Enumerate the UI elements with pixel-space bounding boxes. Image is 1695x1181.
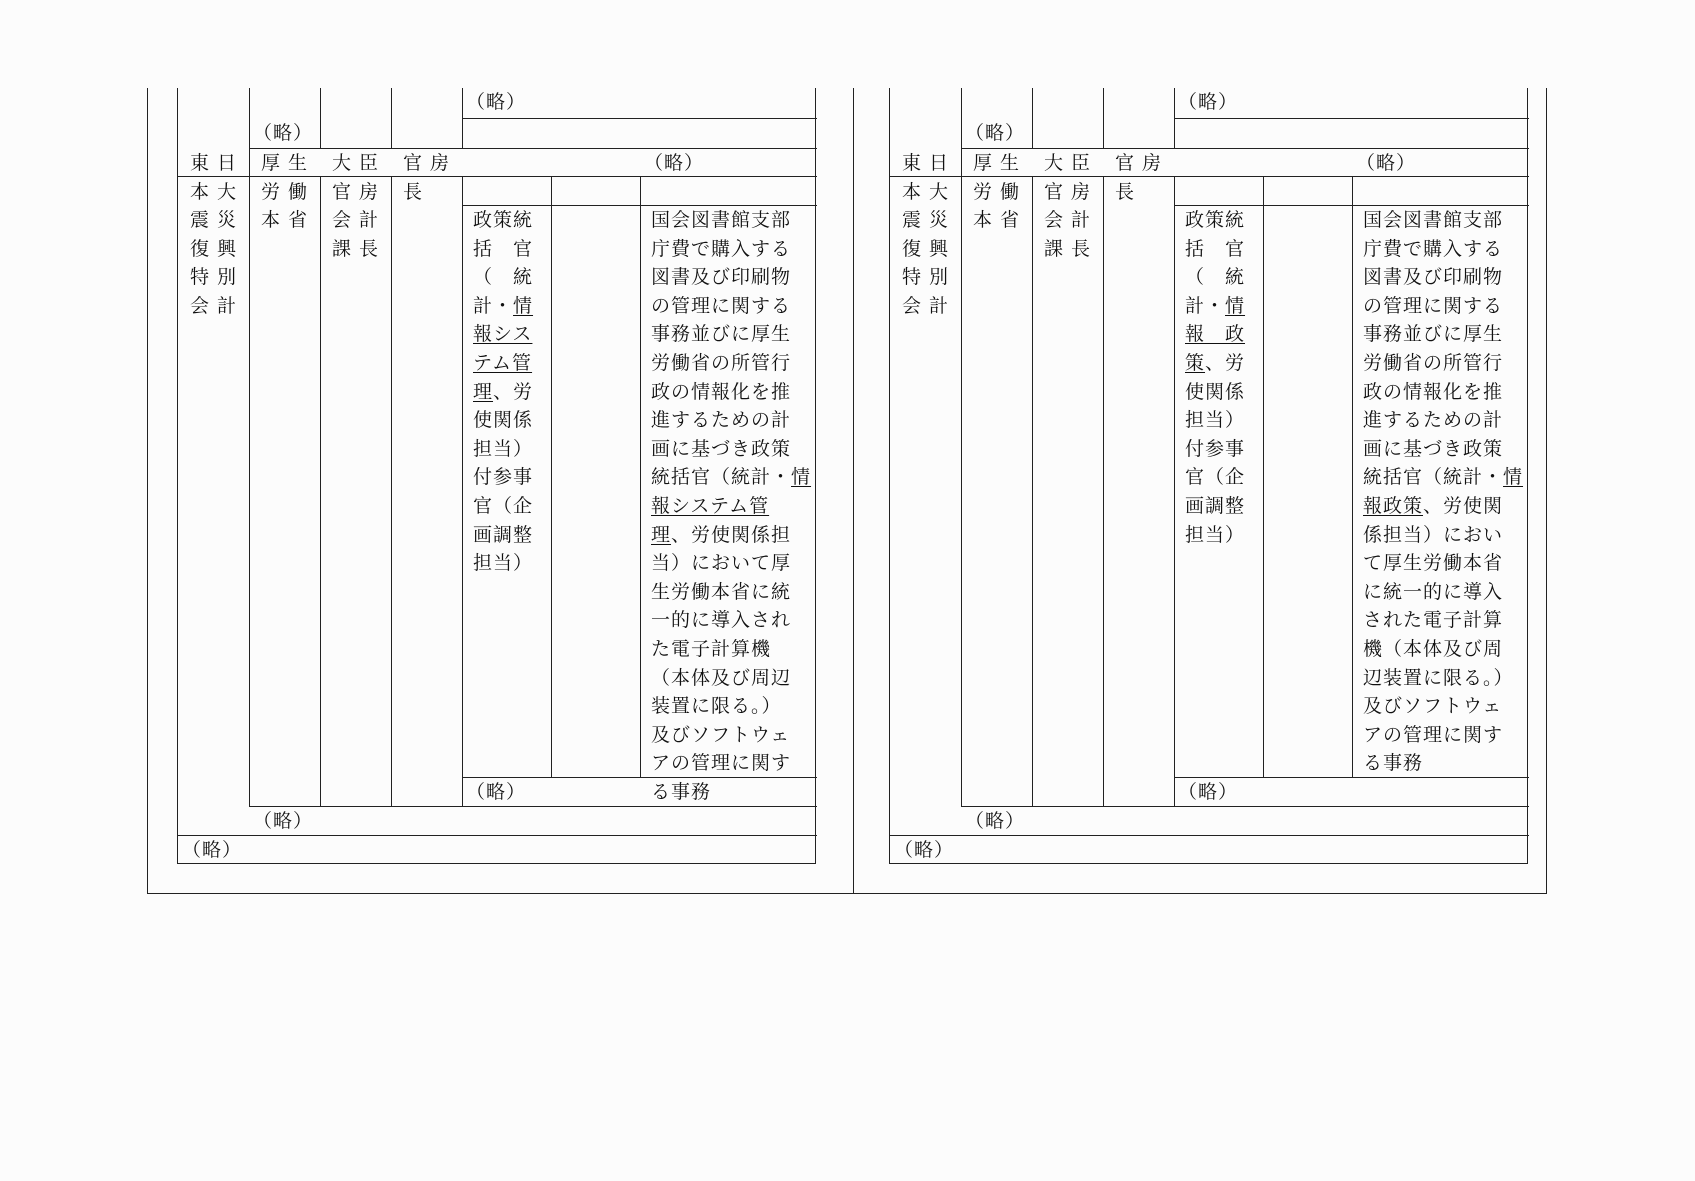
line-text: 進するための計 <box>651 409 792 432</box>
amended-text: 報政策 <box>1363 494 1424 517</box>
line-text: アの管理に関す <box>651 752 792 775</box>
col-rule <box>1174 88 1175 148</box>
ministry-cell-line: 労働 <box>261 180 316 203</box>
line-text: 官（企 <box>473 494 534 517</box>
account-cell-line: 東日 <box>190 152 245 174</box>
line-text: る事務 <box>651 780 712 803</box>
col-rule <box>551 176 552 777</box>
officer-cell-line <box>1185 349 1245 378</box>
line-text: の管理に関する <box>651 294 792 317</box>
line-text: 計・ <box>1185 294 1226 317</box>
ministry-cell-line: 厚生 <box>261 152 316 174</box>
col-rule <box>1352 176 1353 777</box>
omitted-marker: （略） <box>466 91 527 113</box>
scope-cell-line <box>1363 521 1523 550</box>
chief-cell-line: 官房 <box>1115 152 1170 174</box>
col-rule <box>1174 176 1175 806</box>
amended-text: 報システム管 <box>651 494 770 517</box>
official-cell-line: 会計 <box>332 209 387 232</box>
scope-cell <box>1363 206 1523 778</box>
line-text: 政策統 <box>473 209 534 231</box>
amended-text: 報シス <box>473 323 533 346</box>
line-text: 図書及び印刷物 <box>651 266 792 289</box>
official-cell-line: 大臣 <box>332 152 387 174</box>
officer-cell-line <box>1185 292 1245 321</box>
line-text: 国会図書館支部 <box>1363 209 1504 231</box>
scope-cell-line <box>1363 578 1523 607</box>
official-cell-line: 課長 <box>1044 237 1099 260</box>
officer-cell-line <box>1185 263 1245 292</box>
officer-cell-line <box>1185 435 1245 464</box>
scope-cell-line <box>1363 635 1523 664</box>
col-rule <box>1263 176 1264 777</box>
line-text: 統括官（統計・ <box>651 466 792 489</box>
officer-cell-line <box>1185 521 1245 550</box>
amended-text: テム管 <box>473 351 533 374</box>
row-rule <box>961 806 1529 807</box>
scope-cell-line <box>1363 549 1523 578</box>
scope-cell-line <box>651 635 811 664</box>
omitted-marker: （略） <box>965 122 1026 144</box>
account-cell <box>902 149 956 321</box>
chief-cell <box>403 149 457 206</box>
official-cell-line: 官房 <box>1044 180 1099 203</box>
amended-text: 報 政 <box>1185 323 1246 346</box>
chief-cell-line: 長 <box>1115 180 1143 203</box>
line-text: 労働省の所管行 <box>1363 351 1504 374</box>
officer-cell-line <box>473 292 533 321</box>
chief-cell-line: 官房 <box>403 152 458 174</box>
official-cell <box>1044 149 1098 263</box>
col-rule <box>640 176 641 777</box>
omitted-marker: （略） <box>466 781 527 803</box>
scope-cell-line <box>1363 463 1523 492</box>
line-text: 付参事 <box>473 466 534 489</box>
officer-cell <box>1185 206 1245 549</box>
scope-cell-line <box>651 578 811 607</box>
account-cell-line: 会計 <box>902 294 957 317</box>
line-text: 当）において厚 <box>651 552 792 575</box>
ministry-cell <box>973 149 1027 235</box>
scope-cell-line <box>651 778 811 807</box>
officer-cell <box>473 206 533 578</box>
chief-cell-line: 長 <box>403 180 431 203</box>
scope-cell-line <box>1363 320 1523 349</box>
line-text: 計・ <box>473 294 514 317</box>
scope-cell-line <box>651 692 811 721</box>
line-text: 図書及び印刷物 <box>1363 266 1504 289</box>
scope-cell-line <box>651 206 811 235</box>
line-text: 及びソフトウェ <box>651 723 791 746</box>
scope-cell-line <box>1363 721 1523 750</box>
line-text: （本体及び周辺 <box>651 666 792 689</box>
amended-text: 理 <box>473 380 494 403</box>
officer-cell-line <box>1185 378 1245 407</box>
line-text: 統括官（統計・ <box>1363 466 1504 489</box>
line-text: 政の情報化を推 <box>651 380 792 403</box>
scope-cell-line <box>1363 435 1523 464</box>
line-text: された電子計算 <box>1363 609 1504 632</box>
line-text: 画調整 <box>473 523 534 546</box>
ministry-cell-line: 本省 <box>973 209 1028 232</box>
row-rule <box>462 118 817 119</box>
scope-cell-line <box>651 521 811 550</box>
scope-cell-line <box>651 549 811 578</box>
officer-cell-line <box>473 206 533 235</box>
officer-cell-line <box>473 406 533 435</box>
omitted-marker: （略） <box>644 152 705 174</box>
official-cell-line: 課長 <box>332 237 387 260</box>
scope-cell-line <box>651 235 811 264</box>
line-text: 括 官 <box>473 237 534 260</box>
omitted-marker: （略） <box>1178 781 1239 803</box>
line-text: 辺装置に限る。） <box>1363 666 1514 689</box>
account-cell-line: 震災 <box>902 209 957 232</box>
ministry-cell <box>261 149 315 235</box>
scope-cell-line <box>1363 492 1523 521</box>
officer-cell-line <box>473 320 533 349</box>
omitted-marker: （略） <box>253 122 314 144</box>
line-text: （ 統 <box>1185 266 1246 289</box>
scope-cell-line <box>1363 749 1523 778</box>
officer-cell-line <box>473 492 533 521</box>
line-text: 庁費で購入する <box>1363 237 1504 260</box>
scope-cell-line <box>1363 206 1523 235</box>
officer-cell-line <box>473 263 533 292</box>
line-text: 機（本体及び周 <box>1363 637 1504 660</box>
scope-cell-line <box>651 263 811 292</box>
account-cell-line: 特別 <box>190 266 245 289</box>
line-text: アの管理に関す <box>1363 723 1504 746</box>
scope-cell-line <box>1363 349 1523 378</box>
line-text: の管理に関する <box>1363 294 1504 317</box>
col-rule <box>1103 176 1104 806</box>
line-text: 括 官 <box>1185 237 1246 260</box>
line-text: 及びソフトウェ <box>1363 695 1503 718</box>
account-cell-line: 東日 <box>902 152 957 174</box>
officer-cell-line <box>473 521 533 550</box>
line-text: た電子計算機 <box>651 637 772 660</box>
scope-cell-line <box>651 492 811 521</box>
col-rule <box>320 88 321 148</box>
officer-cell-line <box>1185 463 1245 492</box>
officer-cell-line <box>473 463 533 492</box>
amended-text: 策 <box>1185 351 1206 374</box>
scope-cell-line <box>651 664 811 693</box>
amended-text: 情 <box>513 294 534 317</box>
account-cell-line: 会計 <box>190 294 245 317</box>
col-rule <box>1103 88 1104 148</box>
line-text: 、労使関係担 <box>671 523 792 546</box>
officer-cell-line <box>1185 492 1245 521</box>
line-text: 画調整 <box>1185 494 1246 517</box>
scope-cell-line <box>1363 292 1523 321</box>
officer-cell-line <box>473 378 533 407</box>
officer-cell-line <box>473 235 533 264</box>
scope-cell <box>651 206 811 806</box>
line-text: 使関係 <box>473 409 534 432</box>
omitted-marker: （略） <box>253 810 314 832</box>
scope-cell-line <box>1363 664 1523 693</box>
line-text: （ 統 <box>473 266 534 289</box>
line-text: て厚生労働本省 <box>1363 552 1504 575</box>
line-text: 、労 <box>493 380 534 403</box>
scope-cell-line <box>1363 406 1523 435</box>
line-text: 進するための計 <box>1363 409 1504 432</box>
omitted-marker: （略） <box>965 810 1026 832</box>
officer-cell-line <box>1185 206 1245 235</box>
officer-cell-line <box>473 435 533 464</box>
line-text: 担当） <box>473 437 534 460</box>
line-text: 事務並びに厚生 <box>1363 323 1504 346</box>
line-text: 担当） <box>1185 523 1246 546</box>
line-text: 政策統 <box>1185 209 1246 231</box>
line-text: 、労 <box>1205 351 1246 374</box>
account-cell-line: 本大 <box>902 180 957 203</box>
col-rule <box>961 88 962 806</box>
line-text: 担当） <box>1185 409 1246 432</box>
col-rule <box>249 88 250 806</box>
line-text: 労働省の所管行 <box>651 351 792 374</box>
col-rule <box>391 88 392 148</box>
officer-cell-line <box>473 349 533 378</box>
line-text: に統一的に導入 <box>1363 580 1504 603</box>
column-divider <box>853 88 854 894</box>
amended-text: 情 <box>1225 294 1246 317</box>
line-text: 官（企 <box>1185 466 1246 489</box>
ministry-cell-line: 労働 <box>973 180 1028 203</box>
col-rule <box>462 176 463 806</box>
official-cell-line: 官房 <box>332 180 387 203</box>
scope-cell-line <box>1363 606 1523 635</box>
scope-cell-line <box>651 320 811 349</box>
col-rule <box>391 176 392 806</box>
line-text: 、労使関 <box>1423 494 1504 517</box>
scope-cell-line <box>651 721 811 750</box>
amended-text: 情 <box>1503 466 1524 489</box>
line-text: 係担当）におい <box>1363 523 1504 546</box>
omitted-marker: （略） <box>182 839 243 861</box>
omitted-marker: （略） <box>1356 152 1417 174</box>
line-text: 政の情報化を推 <box>1363 380 1504 403</box>
line-text: 装置に限る。） <box>651 695 782 718</box>
account-cell-line: 特別 <box>902 266 957 289</box>
line-text: 担当） <box>473 552 534 575</box>
scope-cell-line <box>651 378 811 407</box>
scope-cell-line <box>651 406 811 435</box>
account-cell-line: 本大 <box>190 180 245 203</box>
ministry-cell-line: 本省 <box>261 209 316 232</box>
line-text: 使関係 <box>1185 380 1246 403</box>
scope-cell-line <box>1363 263 1523 292</box>
amended-text: 情 <box>791 466 812 489</box>
account-cell-line: 復興 <box>190 237 245 260</box>
col-rule <box>462 88 463 148</box>
line-text: 一的に導入され <box>651 609 792 632</box>
scope-cell-line <box>651 292 811 321</box>
scope-cell-line <box>651 349 811 378</box>
account-cell-line: 震災 <box>190 209 245 232</box>
table-after <box>889 88 1528 864</box>
officer-cell-line <box>1185 320 1245 349</box>
line-text: 国会図書館支部 <box>651 209 792 231</box>
officer-cell-line <box>1185 406 1245 435</box>
line-text: 付参事 <box>1185 437 1246 460</box>
officer-cell-line <box>473 549 533 578</box>
official-cell-line: 大臣 <box>1044 152 1099 174</box>
omitted-marker: （略） <box>1178 91 1239 113</box>
col-rule <box>1032 176 1033 806</box>
official-cell-line: 会計 <box>1044 209 1099 232</box>
scope-cell-line <box>651 435 811 464</box>
account-cell <box>190 149 244 321</box>
ministry-cell-line: 厚生 <box>973 152 1028 174</box>
line-text: 画に基づき政策 <box>1363 437 1504 460</box>
official-cell <box>332 149 386 263</box>
line-text: る事務 <box>1363 752 1424 775</box>
table-before <box>177 88 816 864</box>
scope-cell-line <box>1363 692 1523 721</box>
col-rule <box>1032 88 1033 148</box>
omitted-marker: （略） <box>894 839 955 861</box>
scope-cell-line <box>1363 235 1523 264</box>
officer-cell-line <box>1185 235 1245 264</box>
scope-cell-line <box>651 606 811 635</box>
chief-cell <box>1115 149 1169 206</box>
scope-cell-line <box>651 749 811 778</box>
col-rule <box>320 176 321 806</box>
amended-text: 理 <box>651 523 672 546</box>
line-text: 庁費で購入する <box>651 237 792 260</box>
line-text: 画に基づき政策 <box>651 437 792 460</box>
account-cell-line: 復興 <box>902 237 957 260</box>
scope-cell-line <box>1363 378 1523 407</box>
row-rule <box>1174 118 1529 119</box>
line-text: 事務並びに厚生 <box>651 323 792 346</box>
line-text: 生労働本省に統 <box>651 580 792 603</box>
scope-cell-line <box>651 463 811 492</box>
